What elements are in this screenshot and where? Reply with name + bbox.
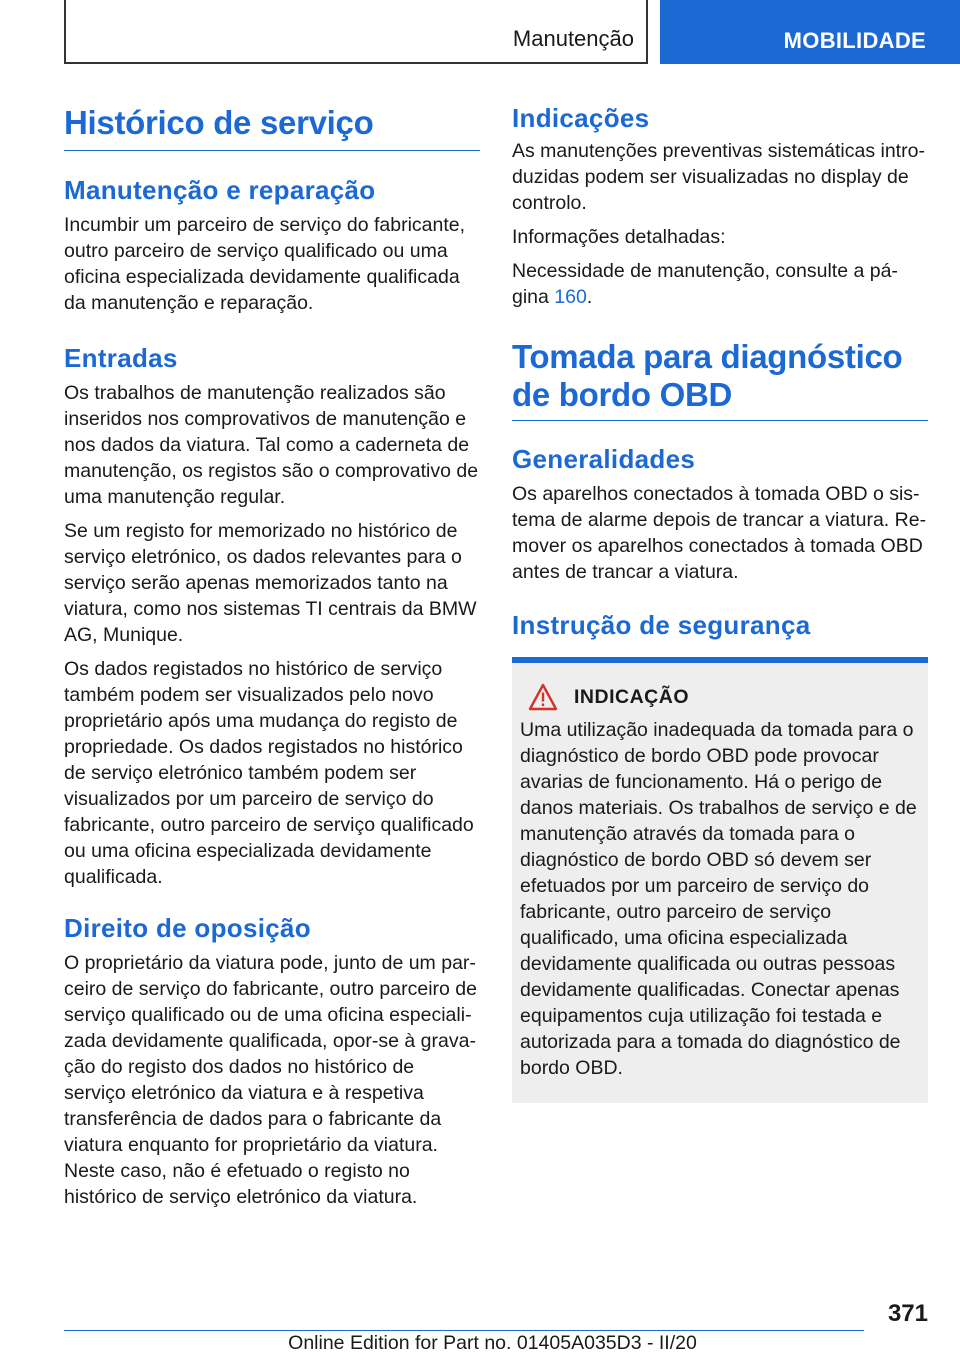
indications-text: Necessidade de manutenção, consulte a página bbox=[512, 260, 898, 308]
section-title-safety: Instrução de segurança bbox=[512, 610, 811, 640]
entries-paragraph-2: Se um registo for memorizado no histórico de serviço eletrónico, os dados relevantes para o serviço serão apenas memorizados tanto na viatura, como nos sistemas TI centrais da BMW AG, Munique. bbox=[64, 520, 477, 646]
section-title-general: Generalidades bbox=[512, 444, 696, 474]
indications-paragraph-1: As manutenções preventivas sistemáticas introduzidas podem ser visualizadas no display de controlo. bbox=[512, 140, 925, 214]
chapter-label: MOBILIDADE bbox=[783, 28, 926, 53]
footer-rule bbox=[64, 1330, 864, 1331]
right-column bbox=[512, 100, 928, 1103]
section-label: Manutenção bbox=[512, 26, 634, 51]
opposition-paragraph: O proprietário da viatura pode, junto de um parceiro de serviço do fabricante, outro parceiro de serviço qualificado ou de uma oficina especializada devidamente qualificada, opor-se à gravação do registo dos dados no histórico de serviço eletrónico da viatura e à respetiva transferência de dados para o fabricante da viatura enquanto for proprietário da viatura. Neste caso, não é efetuado o registo no histórico de serviço eletrónico da viatura. bbox=[64, 952, 477, 1208]
section-title-maintenance: Manutenção e reparação bbox=[64, 175, 376, 205]
section-title-indications: Indicações bbox=[512, 103, 650, 133]
warning-title: INDICAÇÃO bbox=[574, 685, 689, 708]
section-title-opposition: Direito de oposição bbox=[64, 913, 311, 943]
footer-edition: Online Edition for Part no. 01405A035D3 - II/20 bbox=[288, 1332, 697, 1354]
indications-paragraph-2: Informações detalhadas: bbox=[512, 226, 726, 248]
header-chapter-tab bbox=[660, 0, 960, 64]
page-title: Histórico de serviço bbox=[64, 104, 374, 141]
general-paragraph: Os aparelhos conectados à tomada OBD o sistema de alarme depois de trancar a viatura. Remover os aparelhos conectados à tomada OBD antes de trancar a viatura. bbox=[512, 483, 927, 583]
warning-triangle-icon bbox=[528, 683, 558, 711]
entries-paragraph-3: Os dados registados no histórico de serviço também podem ser visualizados pelo novo proprietário após uma mudança do registo de propriedade. Os dados registados no histórico de serviço eletrónico também podem ser visualizados por um parceiro de serviço do fabricante, outro parceiro de serviço qualificado ou uma oficina especializada devidamente qualificada. bbox=[64, 658, 474, 888]
indications-end: . bbox=[586, 286, 593, 308]
page-number: 371 bbox=[887, 1300, 928, 1327]
title-rule bbox=[64, 150, 480, 151]
obd-title-rule bbox=[512, 420, 928, 421]
warning-text: Uma utilização inadequada da tomada para o diagnóstico de bordo OBD pode provocar avarias de funcionamento. Há o perigo de danos materiais. Os trabalhos de serviço e de manutenção através da tomada para o diagnóstico de bordo OBD só devem ser efetuados por um parceiro de serviço do fabricante, outro parceiro de serviço qualificado, uma oficina especializada devidamente qualificada ou outras pessoas devidamente qualificadas. Conectar apenas equipamentos cuja utilização foi testada e autorizada para a tomada do diagnóstico de bordo OBD. bbox=[520, 719, 917, 1079]
warning-header bbox=[528, 683, 920, 711]
indications-paragraph-3 bbox=[512, 258, 928, 310]
entries-paragraph-1: Os trabalhos de manutenção realizados são inseridos nos comprovativos de manutenção e nos dados da viatura. Tal como a caderneta de manutenção, os registos são o comprovativo de uma manutenção regular. bbox=[64, 382, 479, 508]
page-link-160[interactable]: 160 bbox=[554, 286, 587, 308]
obd-title: Tomada para diagnóstico de bordo OBD bbox=[512, 338, 903, 413]
warning-box bbox=[512, 657, 928, 1103]
section-title-entries: Entradas bbox=[64, 343, 178, 373]
header-section-tab bbox=[64, 0, 648, 64]
maintenance-paragraph: Incumbir um parceiro de serviço do fabricante, outro parceiro de serviço qualificado ou uma oficina especializada devidamente qualificada da manutenção e reparação. bbox=[64, 214, 466, 314]
left-column bbox=[64, 100, 480, 1210]
